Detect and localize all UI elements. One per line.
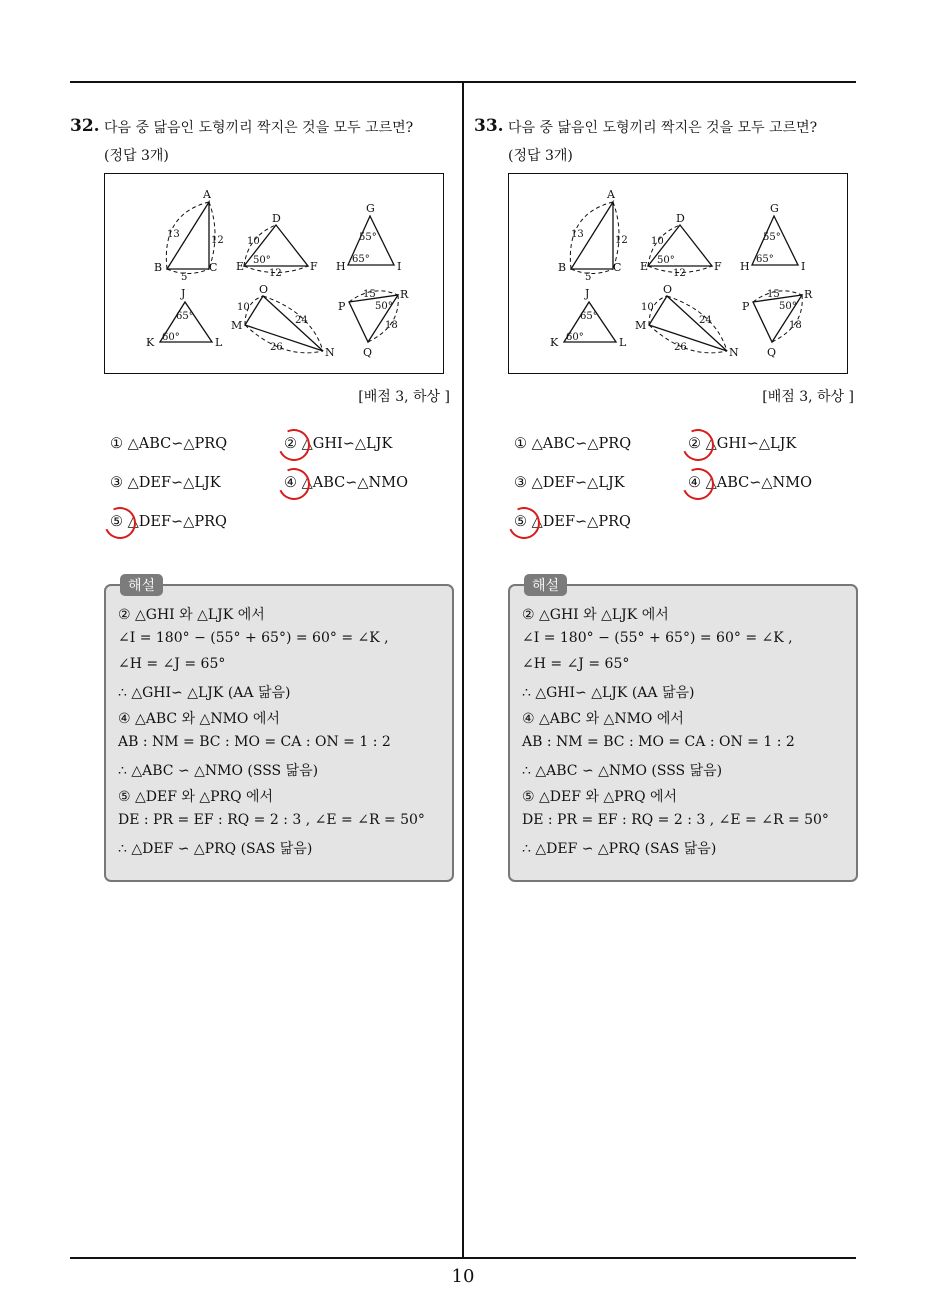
choice-label: △ABC∽△PRQ bbox=[123, 436, 228, 452]
choice-number: ④ bbox=[284, 475, 297, 491]
figure-label-BC: 5 bbox=[585, 272, 592, 283]
solution-line: ④ △ABC 와 △NMO 에서 bbox=[118, 711, 280, 727]
solution-line: DE : PR = EF : RQ = 2 : 3 , ∠E = ∠R = 50° bbox=[118, 812, 425, 828]
question-number: 33. bbox=[474, 116, 504, 136]
figure-label-angG: 55° bbox=[763, 232, 781, 243]
choice-number: ③ bbox=[110, 475, 123, 491]
figure-label-angJ: 65° bbox=[176, 311, 194, 322]
figure-label-angJ: 65° bbox=[580, 311, 598, 322]
choice-number: ④ bbox=[688, 475, 701, 491]
figure-label-angK: 60° bbox=[162, 332, 180, 343]
answer-circle-mark bbox=[677, 424, 718, 465]
figure-label-L: L bbox=[215, 336, 223, 349]
triangles-figure bbox=[105, 174, 443, 373]
figure-label-EF: 12 bbox=[673, 268, 686, 279]
solution-line: ∴ △ABC ∽ △NMO (SSS 닮음) bbox=[522, 763, 723, 779]
triangles-figure bbox=[509, 174, 847, 373]
figure-label-P: P bbox=[338, 300, 346, 313]
choice-label: △DEF∽△PRQ bbox=[527, 514, 631, 530]
answer-circle-mark bbox=[99, 502, 140, 543]
solution-box bbox=[104, 578, 454, 882]
figure-label-B: B bbox=[558, 261, 567, 274]
figure-label-M: M bbox=[231, 319, 243, 332]
figure-label-D: D bbox=[272, 212, 281, 225]
solution-line: ⑤ △DEF 와 △PRQ 에서 bbox=[118, 789, 274, 805]
solution-tag: 해설 bbox=[524, 574, 567, 596]
choice-label: △GHI∽△LJK bbox=[701, 436, 797, 452]
choice-1[interactable] bbox=[514, 436, 631, 452]
figure-label-AC: 12 bbox=[615, 235, 628, 246]
solution-line: AB : NM = BC : MO = CA : ON = 1 : 2 bbox=[522, 734, 795, 750]
figure-label-I: I bbox=[801, 260, 806, 273]
figure-label-K: K bbox=[146, 336, 155, 349]
solution-line: AB : NM = BC : MO = CA : ON = 1 : 2 bbox=[118, 734, 391, 750]
question-subtext: (정답 3개) bbox=[508, 148, 573, 164]
figure-label-ON: 24 bbox=[699, 315, 712, 326]
figure-label-G: G bbox=[770, 202, 779, 215]
figure-label-K: K bbox=[550, 336, 559, 349]
figure-label-MO: 10 bbox=[641, 302, 654, 313]
figure-label-F: F bbox=[310, 260, 318, 273]
answer-circle-mark bbox=[273, 463, 314, 504]
question-text: 다음 중 닮음인 도형끼리 짝지은 것을 모두 고르면? bbox=[508, 120, 818, 136]
figure-label-RQ: 18 bbox=[385, 320, 398, 331]
figure-label-angR: 50° bbox=[375, 301, 393, 312]
choice-number: ① bbox=[110, 436, 123, 452]
figure-label-RQ: 18 bbox=[789, 320, 802, 331]
figure-label-ON: 24 bbox=[295, 315, 308, 326]
figure-label-D: D bbox=[676, 212, 685, 225]
figure-label-DE: 10 bbox=[247, 236, 260, 247]
figure-label-N: N bbox=[325, 346, 335, 359]
figure-label-EF: 12 bbox=[269, 268, 282, 279]
choice-5[interactable] bbox=[110, 514, 227, 530]
figure-label-angR: 50° bbox=[779, 301, 797, 312]
figure-label-E: E bbox=[640, 260, 649, 273]
figure-label-Q: Q bbox=[767, 346, 777, 359]
figure-label-L: L bbox=[619, 336, 627, 349]
figure-label-angE: 50° bbox=[657, 255, 675, 266]
figure-box bbox=[104, 173, 444, 374]
score-info: [배점 3, 하상 ] bbox=[762, 389, 854, 405]
figure-label-BC: 5 bbox=[181, 272, 188, 283]
choice-label: △GHI∽△LJK bbox=[297, 436, 393, 452]
solution-line: ∠H = ∠J = 65° bbox=[118, 656, 226, 672]
figure-label-H: H bbox=[740, 260, 750, 273]
figure-label-F: F bbox=[714, 260, 722, 273]
column-divider bbox=[462, 81, 464, 1259]
answer-circle-mark bbox=[677, 463, 718, 504]
choice-label: △ABC∽△PRQ bbox=[527, 436, 632, 452]
figure-label-AB: 13 bbox=[571, 229, 584, 240]
figure-label-MN: 26 bbox=[674, 342, 687, 353]
choice-label: △DEF∽△PRQ bbox=[123, 514, 227, 530]
choice-label: △ABC∽△NMO bbox=[297, 475, 408, 491]
choice-label: △ABC∽△NMO bbox=[701, 475, 812, 491]
figure-label-MO: 10 bbox=[237, 302, 250, 313]
figure-label-PR: 15 bbox=[363, 289, 376, 300]
figure-label-AB: 13 bbox=[167, 229, 180, 240]
figure-label-Q: Q bbox=[363, 346, 373, 359]
figure-label-P: P bbox=[742, 300, 750, 313]
solution-line: ∠H = ∠J = 65° bbox=[522, 656, 630, 672]
figure-label-H: H bbox=[336, 260, 346, 273]
figure-label-R: R bbox=[400, 288, 409, 301]
page-number: 10 bbox=[451, 1266, 475, 1287]
solution-line: ∴ △DEF ∽ △PRQ (SAS 닮음) bbox=[118, 841, 313, 857]
solution-line: ④ △ABC 와 △NMO 에서 bbox=[522, 711, 684, 727]
question-text: 다음 중 닮음인 도형끼리 짝지은 것을 모두 고르면? bbox=[104, 120, 414, 136]
figure-label-N: N bbox=[729, 346, 739, 359]
figure-label-B: B bbox=[154, 261, 163, 274]
figure-label-G: G bbox=[366, 202, 375, 215]
figure-label-A: A bbox=[203, 188, 211, 201]
figure-label-angH: 65° bbox=[352, 254, 370, 265]
solution-line: ∴ △DEF ∽ △PRQ (SAS 닮음) bbox=[522, 841, 717, 857]
figure-box bbox=[508, 173, 848, 374]
figure-label-C: C bbox=[613, 261, 622, 274]
solution-line: ∴ △ABC ∽ △NMO (SSS 닮음) bbox=[118, 763, 319, 779]
solution-line: DE : PR = EF : RQ = 2 : 3 , ∠E = ∠R = 50° bbox=[522, 812, 829, 828]
figure-label-MN: 26 bbox=[270, 342, 283, 353]
choice-1[interactable] bbox=[110, 436, 227, 452]
choice-2[interactable] bbox=[284, 436, 392, 452]
solution-tag: 해설 bbox=[120, 574, 163, 596]
figure-label-J: J bbox=[181, 287, 186, 300]
choice-4[interactable] bbox=[284, 475, 408, 491]
question-subtext: (정답 3개) bbox=[104, 148, 169, 164]
choice-number: ⑤ bbox=[514, 514, 527, 530]
choice-number: ② bbox=[688, 436, 701, 452]
figure-label-O: O bbox=[259, 283, 269, 296]
figure-label-E: E bbox=[236, 260, 245, 273]
figure-label-angK: 60° bbox=[566, 332, 584, 343]
figure-label-M: M bbox=[635, 319, 647, 332]
question-number: 32. bbox=[70, 116, 100, 136]
figure-label-R: R bbox=[804, 288, 813, 301]
choice-4[interactable] bbox=[688, 475, 812, 491]
solution-line: ∠I = 180° − (55° + 65°) = 60° = ∠K , bbox=[522, 630, 793, 646]
score-info: [배점 3, 하상 ] bbox=[358, 389, 450, 405]
solution-line: ∴ △GHI∽ △LJK (AA 닮음) bbox=[522, 685, 695, 701]
figure-label-J: J bbox=[585, 287, 590, 300]
solution-line: ② △GHI 와 △LJK 에서 bbox=[118, 607, 265, 623]
figure-label-A: A bbox=[607, 188, 615, 201]
figure-label-C: C bbox=[209, 261, 218, 274]
choice-number: ② bbox=[284, 436, 297, 452]
figure-label-DE: 10 bbox=[651, 236, 664, 247]
choice-number: ③ bbox=[514, 475, 527, 491]
choice-label: △DEF∽△LJK bbox=[527, 475, 625, 491]
answer-circle-mark bbox=[503, 502, 544, 543]
choice-3[interactable] bbox=[514, 475, 625, 491]
choice-3[interactable] bbox=[110, 475, 221, 491]
figure-label-PR: 15 bbox=[767, 289, 780, 300]
solution-line: ② △GHI 와 △LJK 에서 bbox=[522, 607, 669, 623]
solution-line: ⑤ △DEF 와 △PRQ 에서 bbox=[522, 789, 678, 805]
figure-label-AC: 12 bbox=[211, 235, 224, 246]
choice-5[interactable] bbox=[514, 514, 631, 530]
figure-label-angE: 50° bbox=[253, 255, 271, 266]
solution-box bbox=[508, 578, 858, 882]
choice-number: ① bbox=[514, 436, 527, 452]
figure-label-angG: 55° bbox=[359, 232, 377, 243]
choice-2[interactable] bbox=[688, 436, 796, 452]
choice-number: ⑤ bbox=[110, 514, 123, 530]
choice-label: △DEF∽△LJK bbox=[123, 475, 221, 491]
solution-line: ∠I = 180° − (55° + 65°) = 60° = ∠K , bbox=[118, 630, 389, 646]
figure-label-angH: 65° bbox=[756, 254, 774, 265]
figure-label-O: O bbox=[663, 283, 673, 296]
answer-circle-mark bbox=[273, 424, 314, 465]
solution-line: ∴ △GHI∽ △LJK (AA 닮음) bbox=[118, 685, 291, 701]
figure-label-I: I bbox=[397, 260, 402, 273]
